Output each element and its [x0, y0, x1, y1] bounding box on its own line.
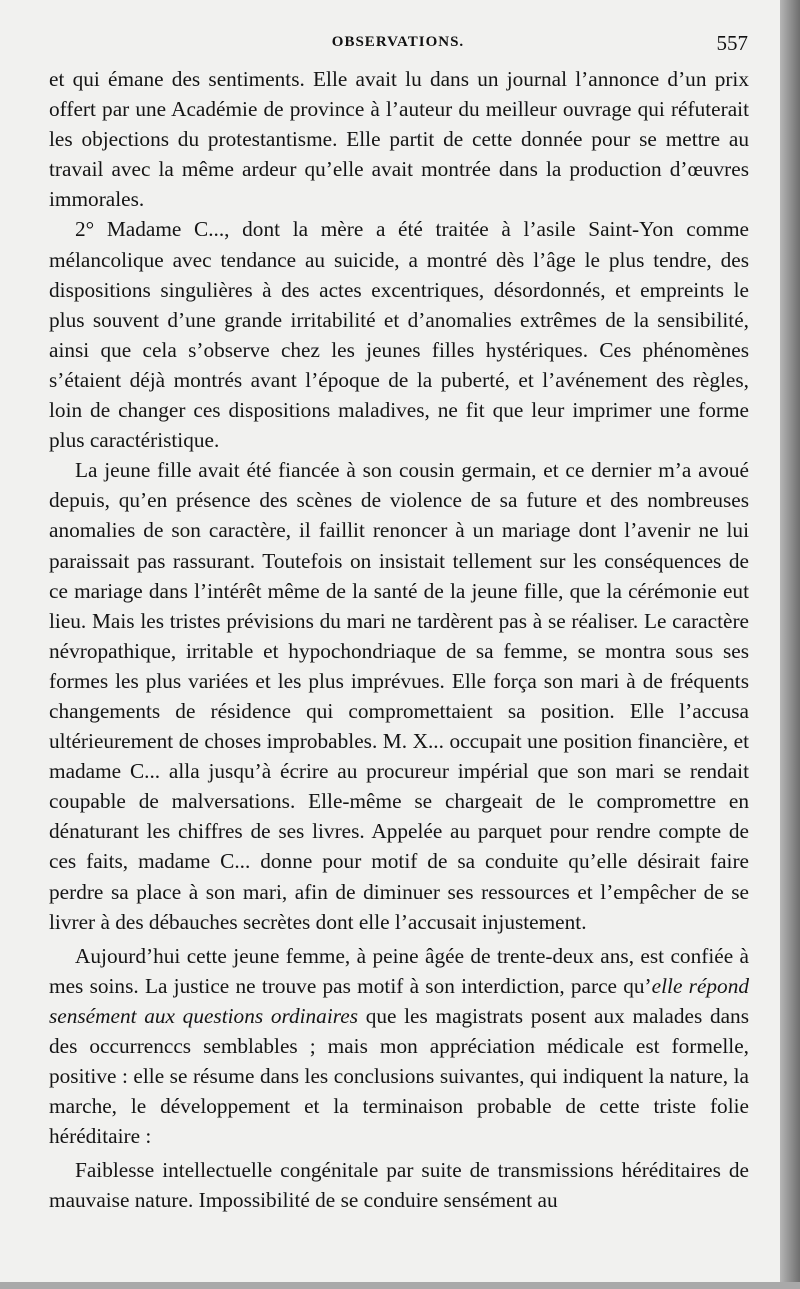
paragraph-current-state — [49, 941, 749, 1152]
page-number: 557 — [716, 31, 748, 55]
page-bottom-shadow — [0, 1282, 800, 1289]
paragraph-engagement: La jeune fille avait été fiancée à son cousin germain, et ce dernier m’a avoué depuis, qu’en présence des scènes de violence de sa future et des nombreuses anomalies de son caractère, il faillit renoncer à un mariage dont l’avenir ne lui paraissait pas rassurant. Toutefois on insistait tellement sur les conséquences de ce mariage dans l’intérêt même de la santé de la jeune fille, que la cérémonie eut lieu. Mais les tristes prévisions du mari ne tardèrent pas à se réaliser. Le caractère névropathique, irritable et hypochondriaque de sa femme, se montra sous ses formes les plus variées et les plus imprévues. Elle força son mari à de fréquents changements de résidence qui compromettaient sa position. Elle l’accusa ultérieurement de choses improbables. M. X... occupait une position financière, et madame C... alla jusqu’à écrire au procureur impérial que son mari se rendait coupable de malversations. Elle-même se chargeait de le compromettre en dénaturant les chiffres de ses livres. Appelée au parquet pour rendre compte de ces faits, madame C... donne pour motif de sa conduite qu’elle désirait faire perdre sa place à son mari, afin de diminuer ses ressources et l’empêcher de se livrer à des débauches secrètes dont elle l’accusait injustement. — [49, 458, 749, 934]
running-head: OBSERVATIONS. — [331, 34, 465, 50]
paragraph-case-2: 2° Madame C..., dont la mère a été traitée à l’asile Saint-Yon comme mélancolique avec tendance au suicide, a montré dès l’âge le plus tendre, des dispositions singulières à des actes excentriques, désordonnés, et empreints le plus souvent d’une grande irritabilité et d’anomalies extrêmes de la sensibilité, ainsi que cela s’observe chez les jeunes filles hystériques. Ces phénomènes s’étaient déjà montrés avant l’époque de la puberté, et l’avénement des règles, loin de changer ces dispositions maladives, ne fit que leur imprimer une forme plus caractéristique. — [49, 217, 749, 453]
paragraph-continuation: et qui émane des sentiments. Elle avait lu dans un journal l’annonce d’un prix offert par une Académie de province à l’auteur du meilleur ouvrage qui réfuterait les objections du protestantisme. Elle partit de cette donnée pour se mettre au travail avec la même ardeur qu’elle avait montrée dans la production d’œuvres immorales. — [49, 67, 749, 212]
paragraph-current-state-start: Aujourd’hui cette jeune femme, à peine âgée de trente-deux ans, est confiée à mes soins. La justice ne trouve pas motif à son interdiction, parce qu’ — [49, 943, 749, 998]
page-edge-shadow — [780, 0, 800, 1289]
page-header — [48, 31, 748, 58]
emphasized-phrase: elle répond sensément aux questions ordinaires — [49, 973, 749, 1028]
paragraph-current-state-end: que les magistrats posent aux malades dans des occurrenccs semblables ; mais mon appréciation médicale est formelle, positive : elle se résume dans les conclusions suivantes, qui indiquent la nature, la marche, le développement et la terminaison probable de cette triste folie héréditaire : — [49, 1003, 749, 1149]
body-text — [49, 64, 749, 1216]
paragraph-conclusion: Faiblesse intellectuelle congénitale par suite de transmissions héréditaires de mauvaise nature. Impossibilité de se conduire sensément au — [49, 1158, 749, 1213]
